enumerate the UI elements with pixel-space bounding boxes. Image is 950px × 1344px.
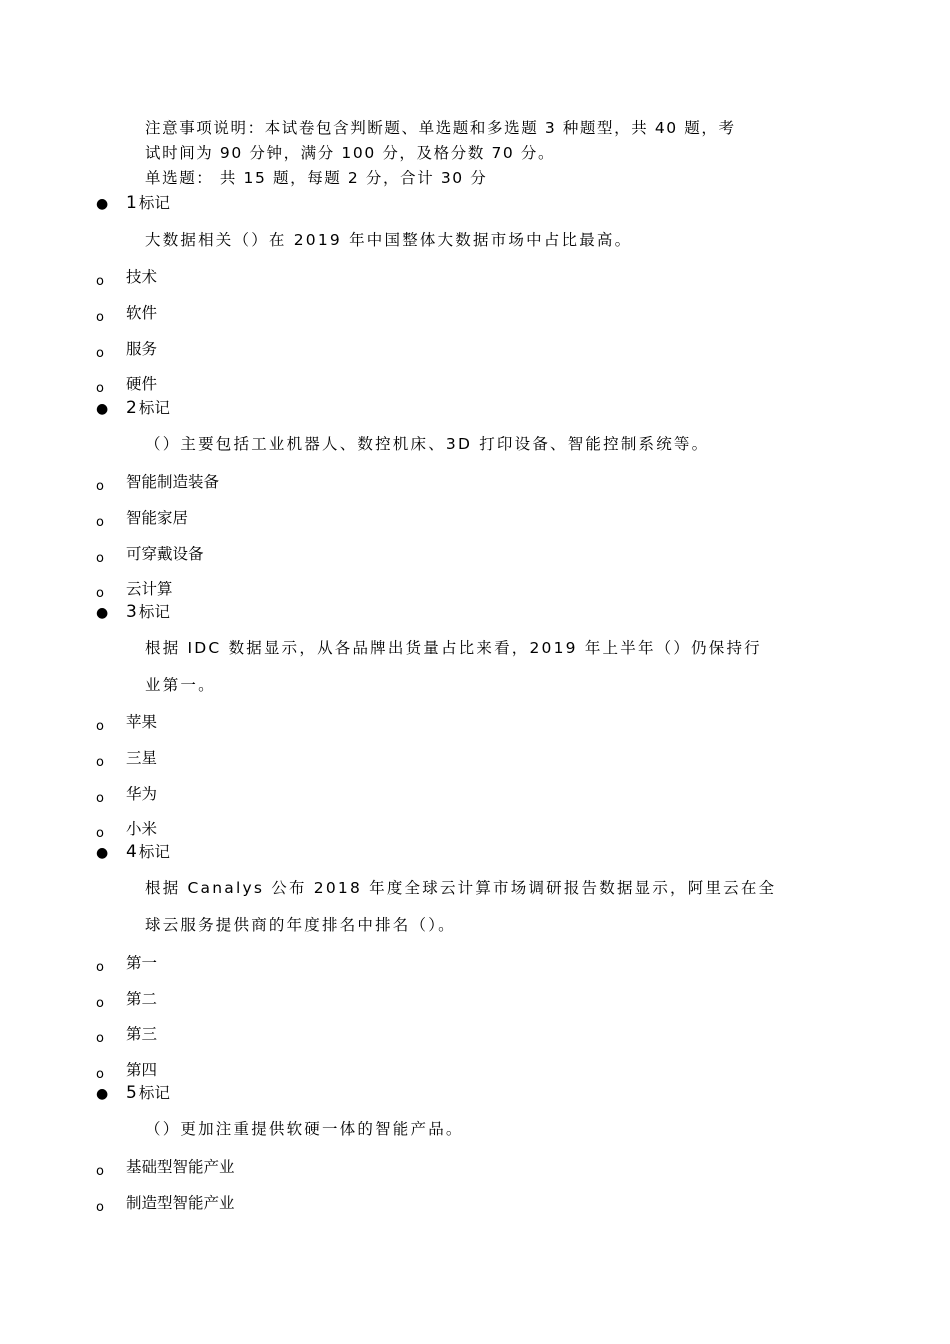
radio-circle-icon[interactable]: o bbox=[96, 1164, 104, 1179]
option-label: 第一 bbox=[126, 954, 158, 972]
question-number: 1 bbox=[126, 193, 137, 213]
answer-option[interactable] bbox=[96, 302, 157, 326]
question-text-line: 业第一。 bbox=[145, 676, 216, 694]
notice-line-1: 注意事项说明：本试卷包含判断题、单选题和多选题 3 种题型，共 40 题，考 bbox=[145, 119, 736, 137]
answer-option[interactable] bbox=[96, 747, 157, 771]
option-label: 云计算 bbox=[126, 580, 173, 598]
question-text bbox=[145, 1111, 805, 1148]
radio-circle-icon[interactable]: o bbox=[96, 515, 104, 530]
section-header: 单选题： 共 15 题，每题 2 分，合计 30 分 bbox=[145, 169, 488, 187]
radio-circle-icon[interactable]: o bbox=[96, 719, 104, 734]
question-text-line: （）更加注重提供软硬一体的智能产品。 bbox=[145, 1120, 464, 1138]
answer-option[interactable] bbox=[96, 471, 219, 495]
bullet-icon: ● bbox=[96, 195, 109, 212]
radio-circle-icon[interactable]: o bbox=[96, 755, 104, 770]
question-text-line: 根据 IDC 数据显示，从各品牌出货量占比来看，2019 年上半年（）仍保持行 bbox=[145, 639, 762, 657]
radio-circle-icon[interactable]: o bbox=[96, 381, 104, 396]
mark-button[interactable]: 标记 bbox=[138, 194, 170, 212]
radio-circle-icon[interactable]: o bbox=[96, 586, 104, 601]
radio-circle-icon[interactable]: o bbox=[96, 1067, 104, 1082]
option-label: 硬件 bbox=[126, 375, 158, 393]
answer-option[interactable] bbox=[96, 783, 157, 807]
option-label: 智能家居 bbox=[126, 509, 189, 527]
answer-option[interactable] bbox=[96, 507, 188, 531]
answer-option[interactable] bbox=[96, 818, 157, 842]
radio-circle-icon[interactable]: o bbox=[96, 310, 104, 325]
question-header bbox=[96, 601, 170, 624]
bullet-icon: ● bbox=[96, 844, 109, 861]
answer-option[interactable] bbox=[96, 338, 157, 362]
question-header bbox=[96, 397, 170, 420]
answer-option[interactable] bbox=[96, 543, 204, 567]
option-label: 制造型智能产业 bbox=[126, 1194, 235, 1212]
question-header bbox=[96, 1082, 170, 1105]
option-label: 基础型智能产业 bbox=[126, 1158, 235, 1176]
question-text bbox=[145, 222, 805, 259]
radio-circle-icon[interactable]: o bbox=[96, 1200, 104, 1215]
option-label: 第三 bbox=[126, 1025, 158, 1043]
option-label: 第二 bbox=[126, 990, 158, 1008]
radio-circle-icon[interactable]: o bbox=[96, 791, 104, 806]
option-label: 智能制造装备 bbox=[126, 473, 220, 491]
question-text bbox=[145, 426, 805, 463]
option-label: 技术 bbox=[126, 268, 158, 286]
option-label: 服务 bbox=[126, 340, 158, 358]
question-text-line: 球云服务提供商的年度排名中排名（）。 bbox=[145, 916, 456, 934]
answer-option[interactable] bbox=[96, 952, 157, 976]
answer-option[interactable] bbox=[96, 373, 157, 397]
bullet-icon: ● bbox=[96, 1085, 109, 1102]
option-label: 三星 bbox=[126, 749, 158, 767]
question-header bbox=[96, 192, 170, 215]
radio-circle-icon[interactable]: o bbox=[96, 960, 104, 975]
answer-option[interactable] bbox=[96, 1156, 235, 1180]
mark-button[interactable]: 标记 bbox=[138, 603, 170, 621]
mark-button[interactable]: 标记 bbox=[138, 399, 170, 417]
question-header bbox=[96, 841, 170, 864]
answer-option[interactable] bbox=[96, 1059, 157, 1083]
radio-circle-icon[interactable]: o bbox=[96, 1031, 104, 1046]
question-text-line: （）主要包括工业机器人、数控机床、3D 打印设备、智能控制系统等。 bbox=[145, 435, 710, 453]
option-label: 苹果 bbox=[126, 713, 158, 731]
option-label: 可穿戴设备 bbox=[126, 545, 204, 563]
mark-button[interactable]: 标记 bbox=[138, 1084, 170, 1102]
radio-circle-icon[interactable]: o bbox=[96, 996, 104, 1011]
question-text bbox=[145, 630, 805, 704]
answer-option[interactable] bbox=[96, 711, 157, 735]
question-number: 5 bbox=[126, 1083, 137, 1103]
option-label: 软件 bbox=[126, 304, 158, 322]
answer-option[interactable] bbox=[96, 1023, 157, 1047]
radio-circle-icon[interactable]: o bbox=[96, 479, 104, 494]
answer-option[interactable] bbox=[96, 266, 157, 290]
question-text-line: 根据 Canalys 公布 2018 年度全球云计算市场调研报告数据显示，阿里云在全 bbox=[145, 879, 777, 897]
question-number: 2 bbox=[126, 398, 137, 418]
notice-line-2: 试时间为 90 分钟，满分 100 分，及格分数 70 分。 bbox=[145, 144, 556, 162]
question-text bbox=[145, 870, 805, 944]
exam-notice bbox=[145, 116, 805, 191]
radio-circle-icon[interactable]: o bbox=[96, 346, 104, 361]
option-label: 小米 bbox=[126, 820, 158, 838]
radio-circle-icon[interactable]: o bbox=[96, 274, 104, 289]
option-label: 华为 bbox=[126, 785, 158, 803]
answer-option[interactable] bbox=[96, 988, 157, 1012]
answer-option[interactable] bbox=[96, 578, 173, 602]
question-number: 4 bbox=[126, 842, 137, 862]
answer-option[interactable] bbox=[96, 1192, 235, 1216]
bullet-icon: ● bbox=[96, 604, 109, 621]
option-label: 第四 bbox=[126, 1061, 158, 1079]
mark-button[interactable]: 标记 bbox=[138, 843, 170, 861]
question-text-line: 大数据相关（）在 2019 年中国整体大数据市场中占比最高。 bbox=[145, 231, 633, 249]
bullet-icon: ● bbox=[96, 400, 109, 417]
question-number: 3 bbox=[126, 602, 137, 622]
radio-circle-icon[interactable]: o bbox=[96, 551, 104, 566]
radio-circle-icon[interactable]: o bbox=[96, 826, 104, 841]
